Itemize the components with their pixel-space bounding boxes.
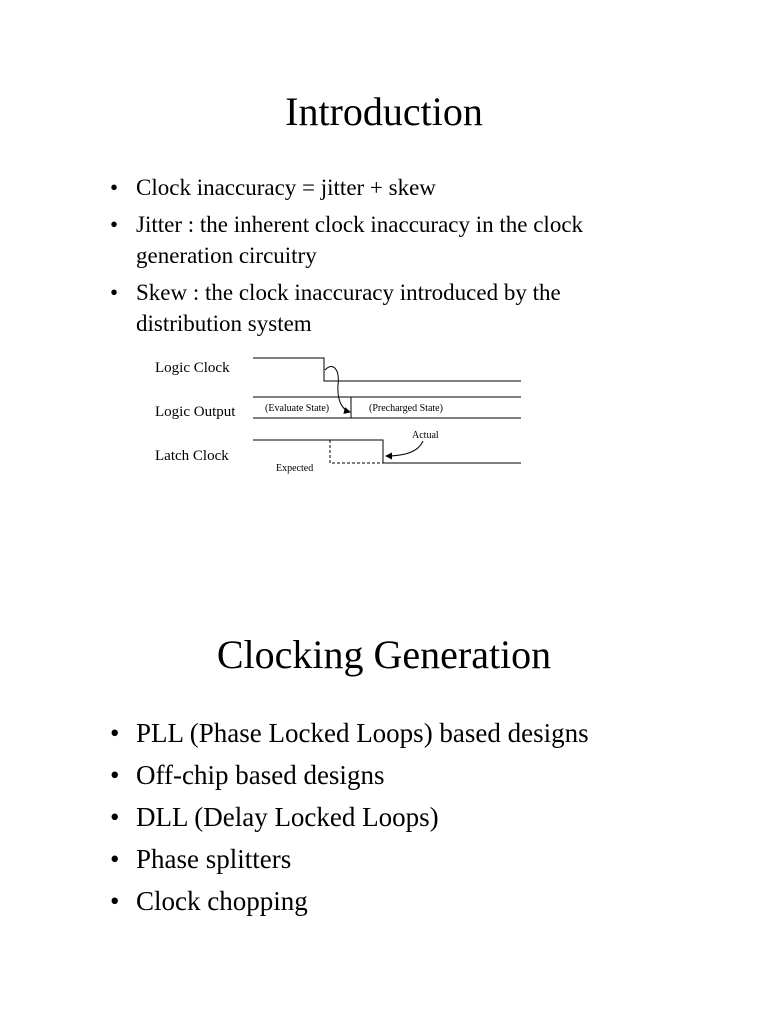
expected-label: Expected bbox=[276, 463, 314, 474]
logic-clock-label: Logic Clock bbox=[155, 360, 230, 376]
list-item: • Skew : the clock inaccuracy introduced by the distribution system bbox=[108, 277, 648, 339]
list-item: • PLL (Phase Locked Loops) based designs bbox=[108, 712, 708, 754]
list-item: • Clock chopping bbox=[108, 880, 708, 922]
expected-edge-dashed bbox=[330, 440, 383, 463]
list-item: • Clock inaccuracy = jitter + skew bbox=[108, 172, 648, 203]
actual-arrow bbox=[386, 441, 423, 456]
latch-clock-waveform bbox=[253, 440, 521, 463]
latch-clock-label: Latch Clock bbox=[155, 448, 229, 464]
list-item: • DLL (Delay Locked Loops) bbox=[108, 796, 708, 838]
evaluate-state-label: (Evaluate State) bbox=[265, 403, 330, 414]
list-item: • Off-chip based designs bbox=[108, 754, 708, 796]
bullet-list bbox=[108, 712, 708, 922]
actual-label: Actual bbox=[412, 430, 439, 441]
slide-clocking-generation bbox=[0, 512, 768, 1024]
logic-clock-waveform bbox=[253, 358, 521, 381]
page-title: Clocking Generation bbox=[216, 632, 552, 677]
list-item: • Jitter : the inherent clock inaccuracy in the clock generation circuitry bbox=[108, 209, 648, 271]
page-title: Introduction bbox=[285, 89, 483, 134]
precharged-state-label: (Precharged State) bbox=[369, 403, 443, 414]
list-item: • Phase splitters bbox=[108, 838, 708, 880]
logic-output-label: Logic Output bbox=[155, 404, 236, 420]
